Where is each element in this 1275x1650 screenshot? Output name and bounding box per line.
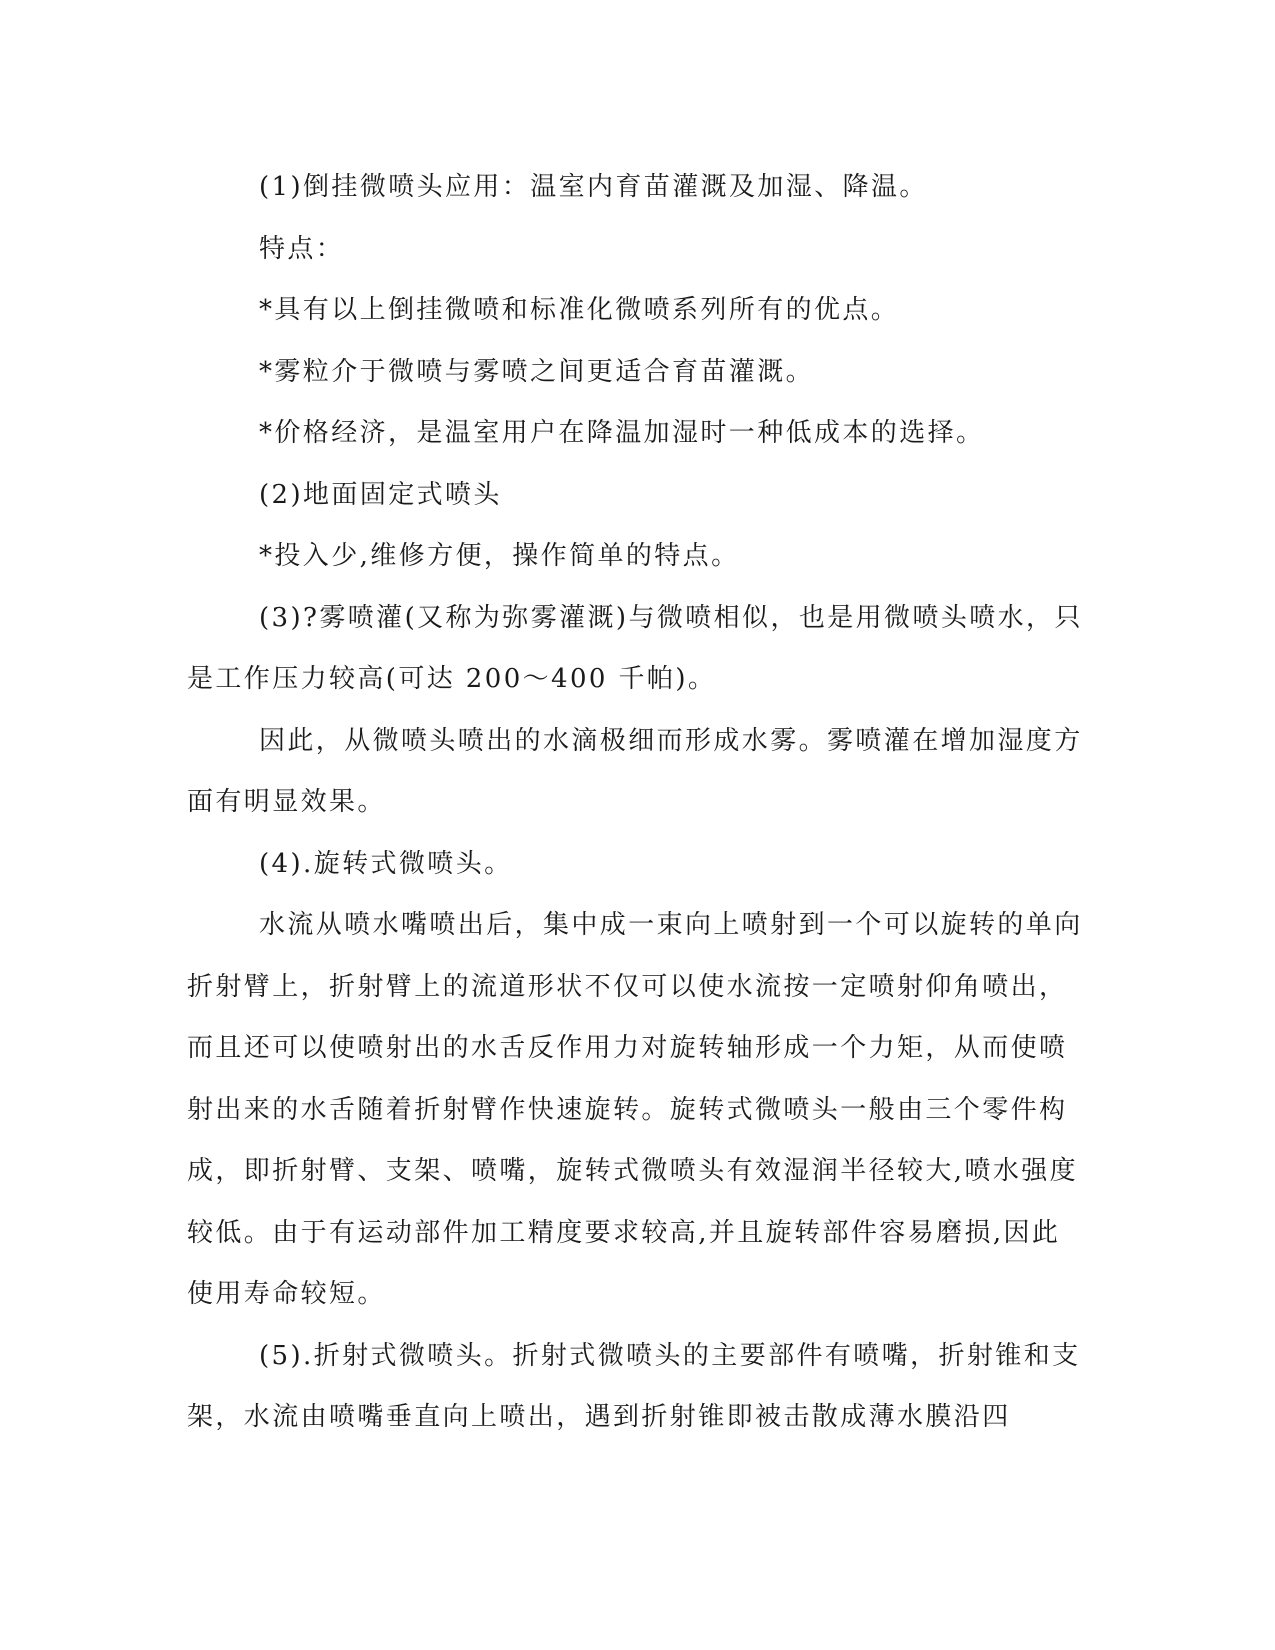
paragraph-1: (1)倒挂微喷头应用：温室内育苗灌溉及加湿、降温。	[259, 172, 928, 202]
paragraph-12: (5).折射式微喷头。折射式微喷头的主要部件有喷嘴，折射锥和支架，水流由喷嘴垂直向上喷出，遇到折射锥即被击散成薄水膜沿四	[187, 1340, 1081, 1432]
paragraph-4: *雾粒介于微喷与雾喷之间更适合育苗灌溉。	[259, 356, 815, 387]
document-body	[187, 157, 1087, 1449]
paragraph-5: *价格经济，是温室用户在降温加湿时一种低成本的选择。	[259, 418, 985, 448]
paragraph-2: 特点：	[259, 233, 345, 264]
paragraph-10: (4).旋转式微喷头。	[259, 848, 513, 879]
paragraph-9: 因此，从微喷头喷出的水滴极细而形成水雾。雾喷灌在增加湿度方面有明显效果。	[187, 725, 1083, 817]
paragraph-3: *具有以上倒挂微喷和标准化微喷系列所有的优点。	[259, 295, 900, 325]
paragraph-6: (2)地面固定式喷头	[259, 479, 502, 510]
paragraph-8: (3)?雾喷灌(又称为弥雾灌溉)与微喷相似，也是用微喷头喷水，只是工作压力较高(可达 200～400 千帕)。	[187, 602, 1083, 694]
paragraph-7: *投入少,维修方便，操作简单的特点。	[259, 541, 740, 571]
paragraph-11: 水流从喷水嘴喷出后，集中成一束向上喷射到一个可以旋转的单向折射臂上，折射臂上的流道形状不仅可以使水流按一定喷射仰角喷出，而且还可以使喷射出的水舌反作用力对旋转轴形成一个力矩，从而使喷射出来的水舌随着折射臂作快速旋转。旋转式微喷头一般由三个零件构成，即折射臂、支架、喷嘴，旋转式微喷头有效湿润半径较大,喷水强度较低。由于有运动部件加工精度要求较高,并且旋转部件容易磨损,因此使用寿命较短。	[187, 910, 1083, 1309]
